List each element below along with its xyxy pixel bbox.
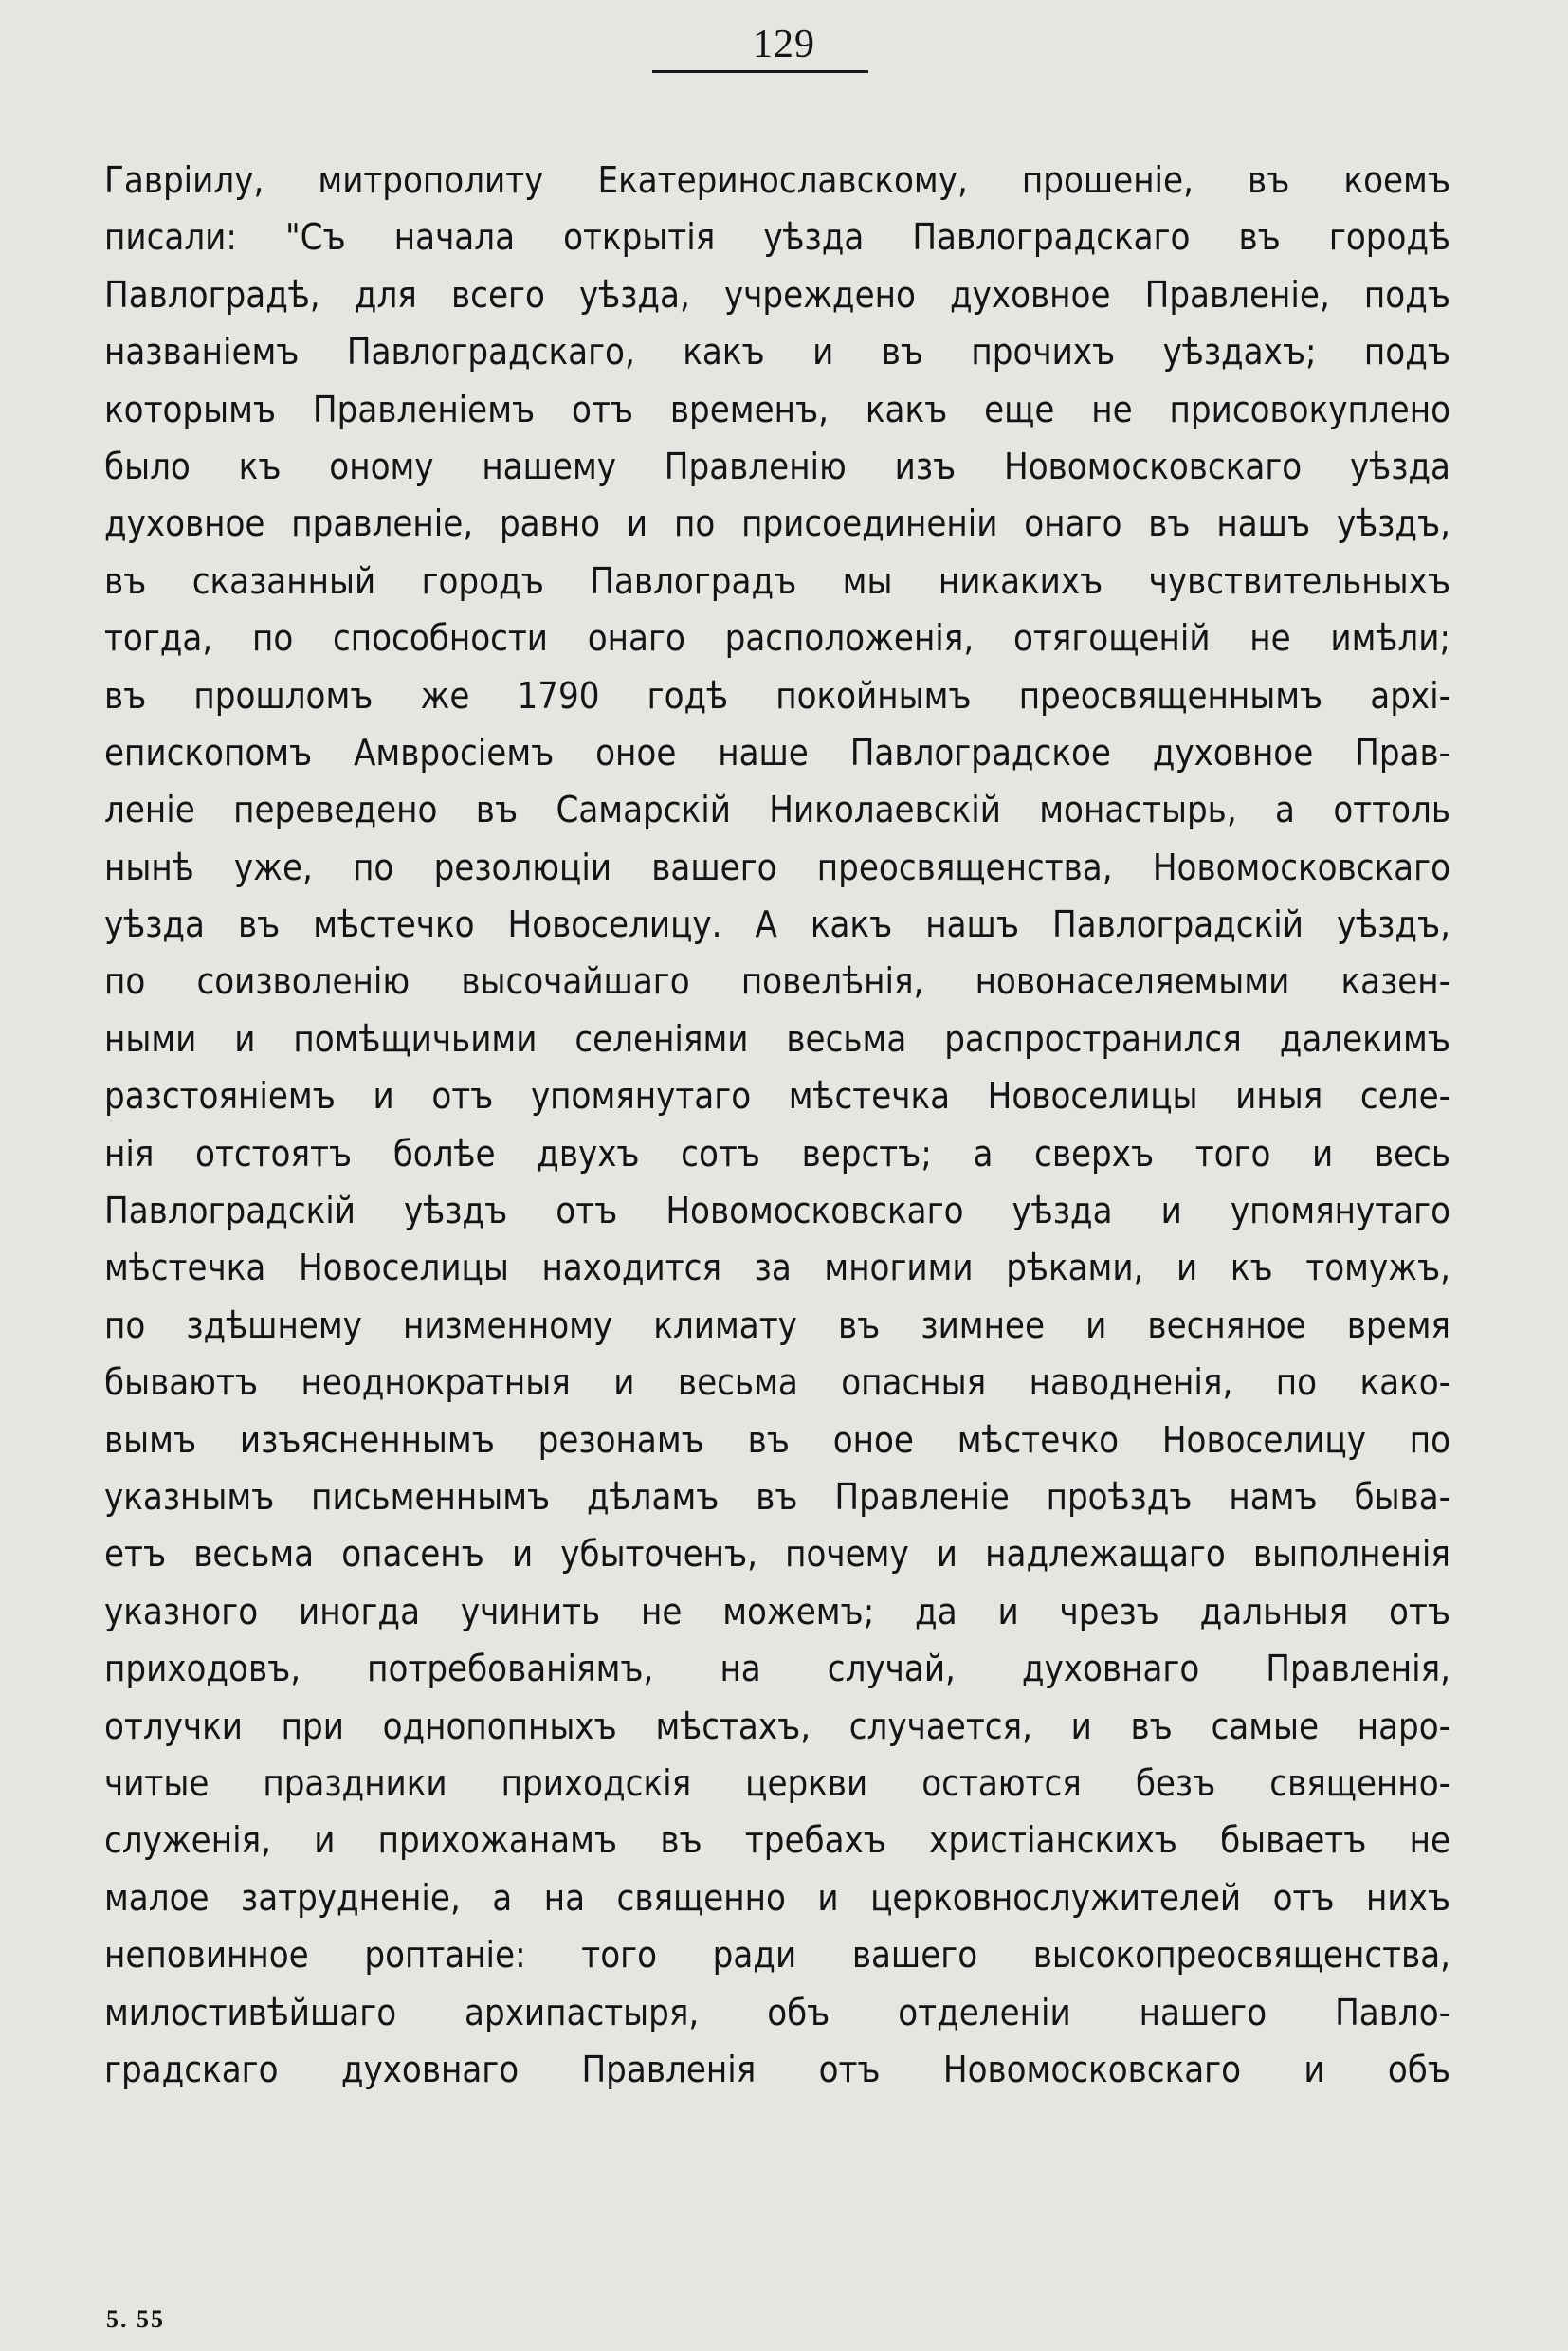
text-line: было къ оному нашему Правленію изъ Новомосковскаго уѣзда <box>104 445 1450 487</box>
text-line: писали: "Съ начала открытія уѣзда Павлоградскаго въ городѣ <box>104 216 1450 259</box>
text-line: духовное правленіе, равно и по присоединеніи онаго въ нашъ уѣздъ, <box>104 502 1450 545</box>
text-line: Гавріилу, митрополиту Екатеринославскому, прошеніе, въ коемъ <box>104 159 1450 201</box>
text-line: вымъ изъясненнымъ резонамъ въ оное мѣстечко Новоселицу по <box>104 1418 1450 1461</box>
text-line: Павлоградѣ, для всего уѣзда, учреждено духовное Правленіе, подъ <box>104 273 1450 316</box>
text-line: читые праздники приходскія церкви остаются безъ священно- <box>104 1761 1450 1804</box>
text-line: нія отстоятъ болѣе двухъ сотъ верстъ; а сверхъ того и весь <box>104 1132 1450 1175</box>
printer-signature-mark: 5. 55 <box>106 2305 165 2333</box>
text-line: названіемъ Павлоградскаго, какъ и въ прочихъ уѣздахъ; подъ <box>104 331 1450 374</box>
text-line: тогда, по способности онаго расположенія, отягощеній не имѣли; <box>104 617 1450 660</box>
body-text <box>104 152 1450 2098</box>
text-line: по здѣшнему низменному климату въ зимнее и весняное время <box>104 1303 1450 1346</box>
text-line: по соизволенію высочайшаго повелѣнія, новонаселяемыми казен- <box>104 960 1450 1003</box>
text-line: Павлоградскій уѣздъ отъ Новомосковскаго уѣзда и упомянутаго <box>104 1190 1450 1232</box>
text-line: отлучки при однопопныхъ мѣстахъ, случается, и въ самые наро- <box>104 1704 1450 1747</box>
text-line: етъ весьма опасенъ и убыточенъ, почему и надлежащаго выполненія <box>104 1533 1450 1576</box>
text-line: служенія, и прихожанамъ въ требахъ христіанскихъ бываетъ не <box>104 1819 1450 1862</box>
text-line: въ прошломъ же 1790 годѣ покойнымъ преосвященнымъ архі- <box>104 674 1450 717</box>
text-line: малое затрудненіе, а на священно и церковнослужителей отъ нихъ <box>104 1876 1450 1919</box>
page-number: 129 <box>753 23 815 66</box>
text-line: леніе переведено въ Самарскій Николаевскій монастырь, а оттоль <box>104 789 1450 831</box>
text-line: епископомъ Амвросіемъ оное наше Павлоградское духовное Прав- <box>104 731 1450 774</box>
text-line: ными и помѣщичьими селеніями весьма распространился далекимъ <box>104 1017 1450 1060</box>
text-line: приходовъ, потребованіямъ, на случай, духовнаго Правленія, <box>104 1648 1450 1690</box>
text-line: въ сказанный городъ Павлоградъ мы никакихъ чувствительныхъ <box>104 559 1450 602</box>
text-line: уѣзда въ мѣстечко Новоселицу. А какъ нашъ Павлоградскій уѣздъ, <box>104 903 1450 946</box>
text-line: бываютъ неоднократныя и весьма опасныя наводненія, по како- <box>104 1361 1450 1404</box>
text-line: нынѣ уже, по резолюціи вашего преосвященства, Новомосковскаго <box>104 846 1450 888</box>
text-line: которымъ Правленіемъ отъ временъ, какъ еще не присовокуплено <box>104 388 1450 430</box>
text-line: милостивѣйшаго архипастыря, объ отделеніи нашего Павло- <box>104 1991 1450 2033</box>
text-line: мѣстечка Новоселицы находится за многими рѣками, и къ томужъ, <box>104 1247 1450 1289</box>
text-line: разстояніемъ и отъ упомянутаго мѣстечка Новоселицы иныя селе- <box>104 1075 1450 1118</box>
text-line: указного иногда учинить не можемъ; да и чрезъ дальныя отъ <box>104 1590 1450 1632</box>
text-line: градскаго духовнаго Правленія отъ Новомосковскаго и объ <box>104 2048 1450 2090</box>
text-line: указнымъ письменнымъ дѣламъ въ Правленіе проѣздъ намъ быва- <box>104 1475 1450 1518</box>
page-number-rule <box>652 70 868 73</box>
text-line: неповинное роптаніе: того ради вашего высокопреосвященства, <box>104 1934 1450 1977</box>
